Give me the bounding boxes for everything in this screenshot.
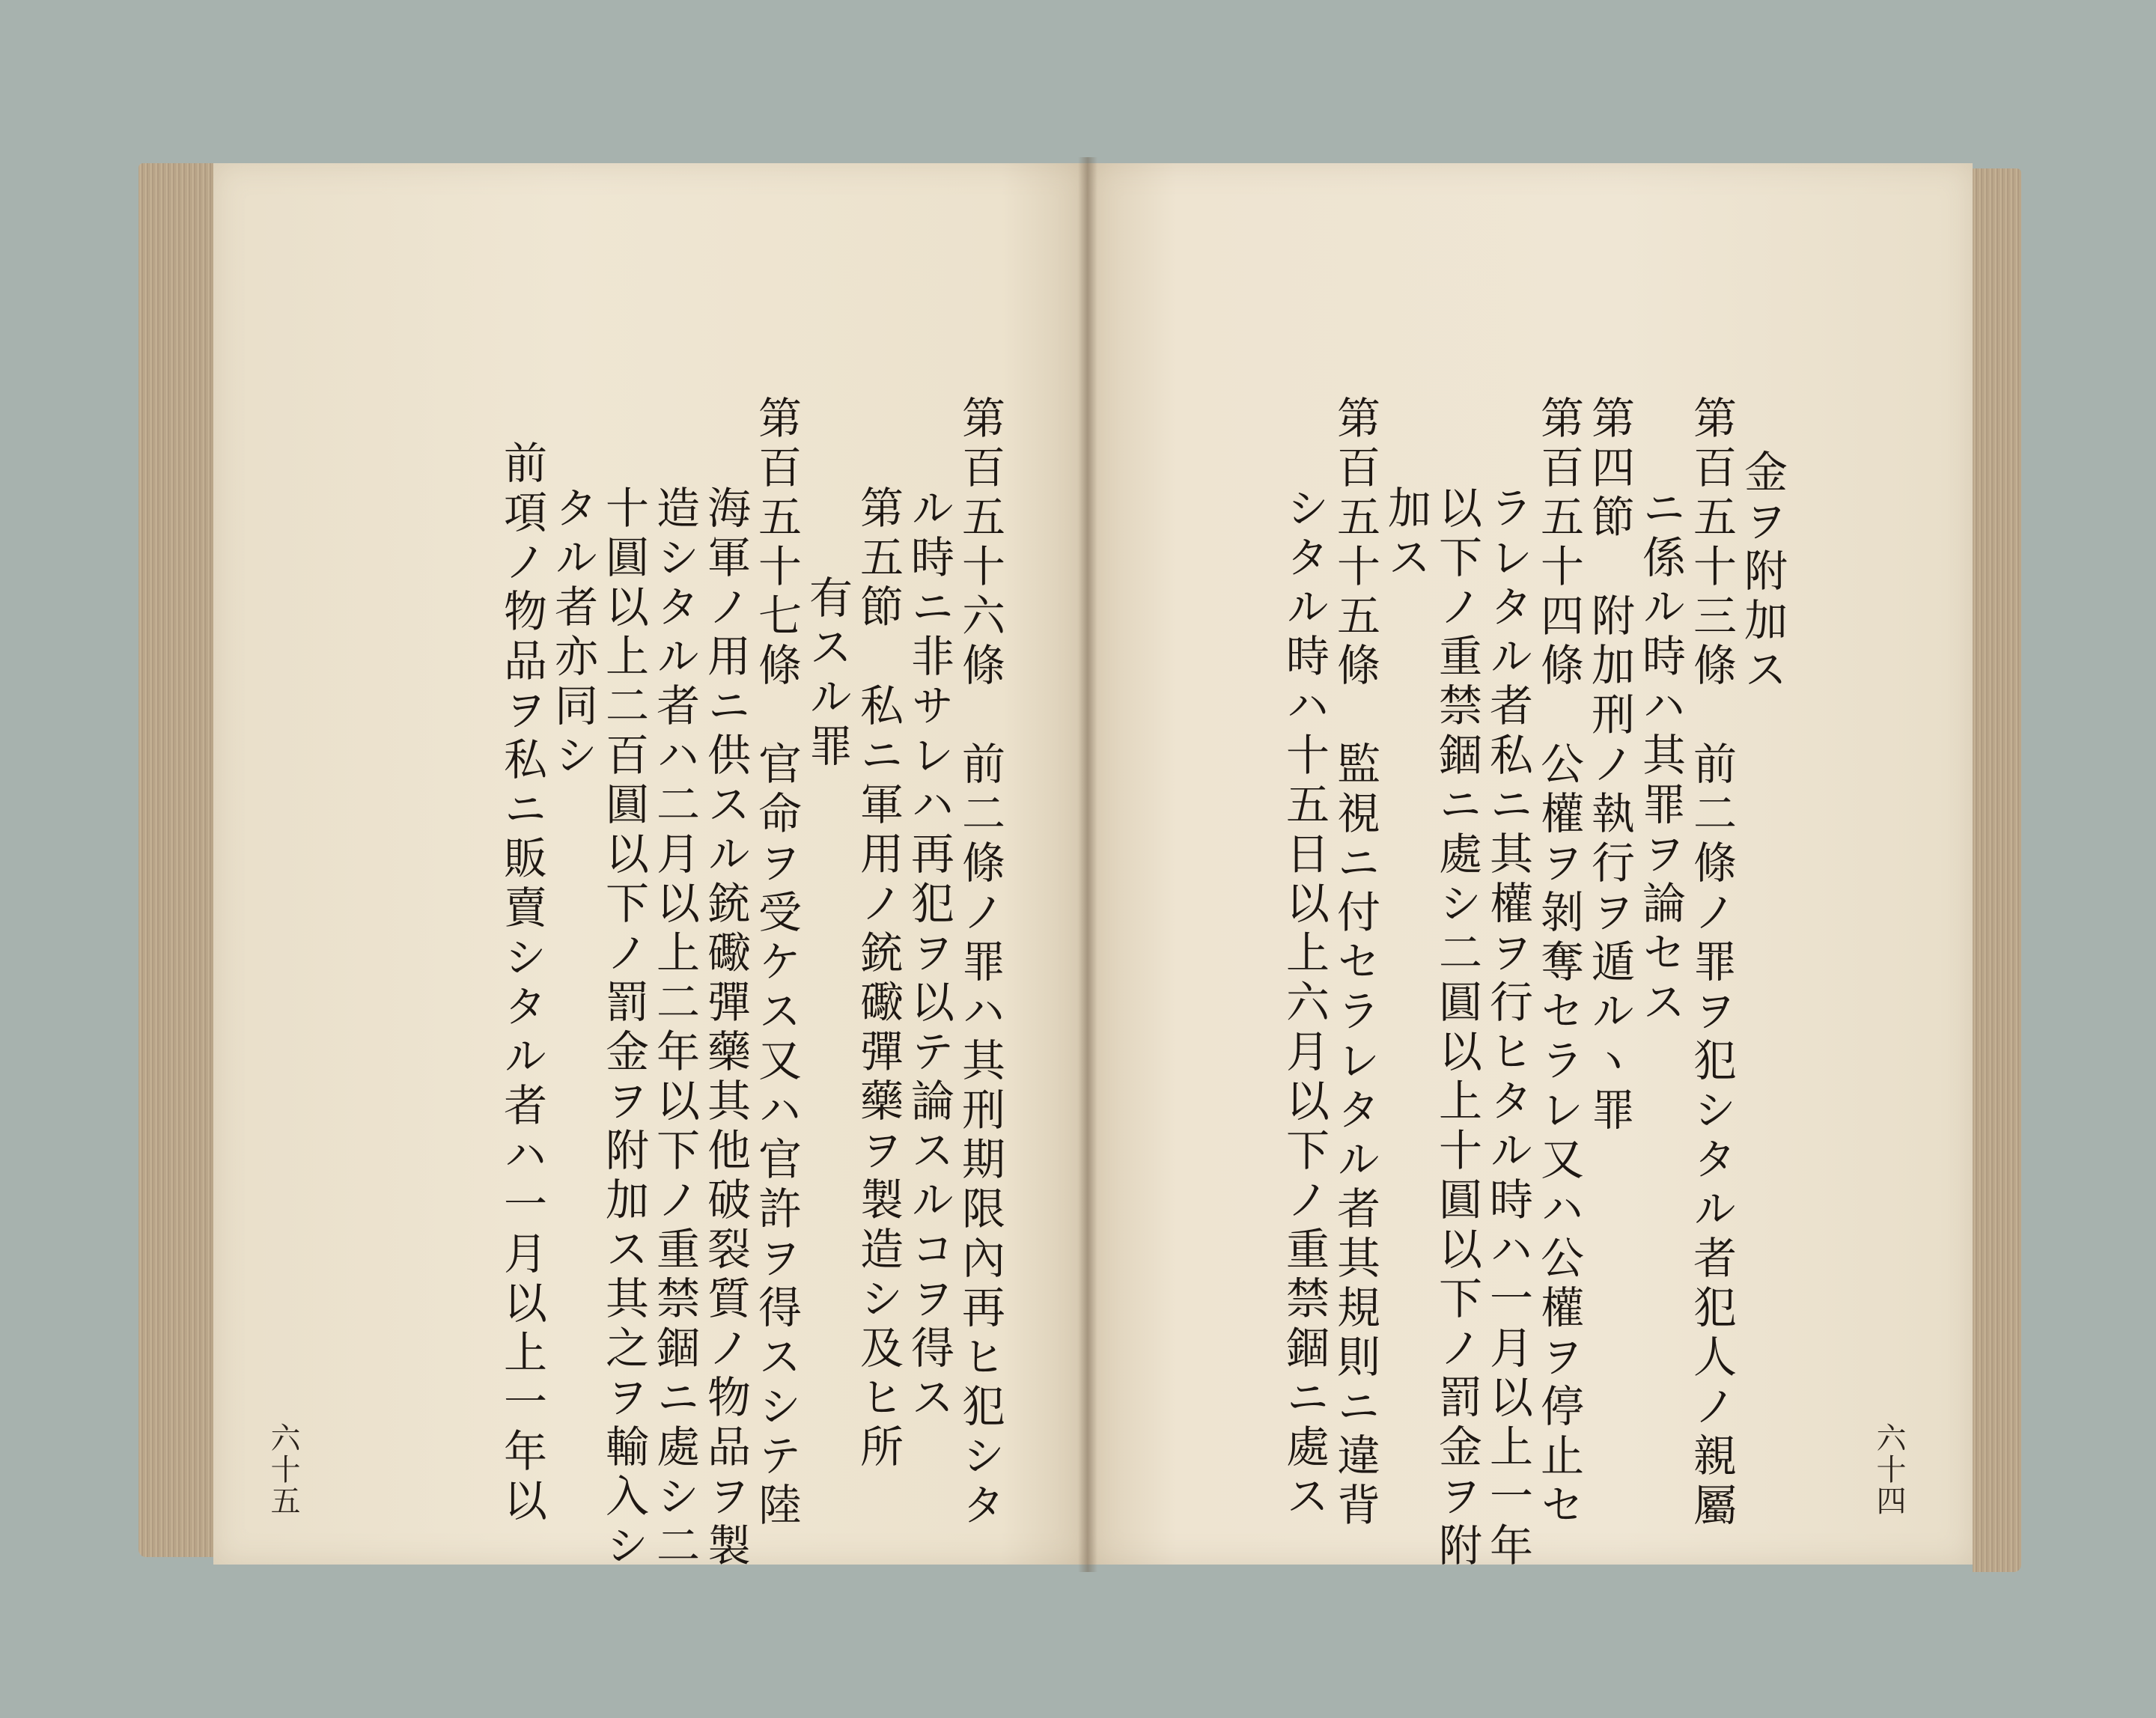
left-page-column-5: 第百五十七條 官命ヲ受ケス又ハ官許ヲ得スシテ陸 xyxy=(751,395,802,1532)
right-page-column-7: 以下ノ重禁錮ニ處シ二圓以上十圓以下ノ罰金ヲ附 xyxy=(1431,485,1482,1572)
right-page-column-1: 金ヲ附加ス xyxy=(1737,449,1788,696)
left-page-column-3: 第五節 私ニ軍用ノ銃礮彈藥ヲ製造シ及ヒ所 xyxy=(853,485,904,1473)
right-page-edges xyxy=(1973,168,2021,1572)
right-page-column-10: シタル時ハ十五日以上六月以下ノ重禁錮ニ處ス xyxy=(1279,485,1330,1523)
left-page-column-4: 有スル罪 xyxy=(802,575,853,773)
right-page-column-3: ニ係ル時ハ其罪ヲ論セス xyxy=(1635,485,1686,1029)
right-page-column-4: 第四節 附加刑ノ執行ヲ遁ルヽ罪 xyxy=(1584,395,1635,1136)
right-page-number: 六十四 xyxy=(1872,1422,1906,1517)
left-page-column-1: 第百五十六條 前二條ノ罪ハ其刑期限內再ヒ犯シタ xyxy=(954,395,1005,1532)
left-page-column-8: 十圓以上二百圓以下ノ罰金ヲ附加ス其之ヲ輸入シ xyxy=(598,485,649,1572)
book-gutter xyxy=(1078,157,1097,1572)
right-page-column-2: 第百五十三條 前二條ノ罪ヲ犯シタル者犯人ノ親屬 xyxy=(1686,395,1737,1532)
left-page-number: 六十五 xyxy=(266,1422,300,1517)
right-page-column-8: 加ス xyxy=(1380,485,1431,584)
left-page-column-9: タル者亦同シ xyxy=(547,485,598,782)
left-page-column-7: 造シタル者ハ二月以上二年以下ノ重禁錮ニ處シ二 xyxy=(649,485,700,1572)
left-page-column-6: 海軍ノ用ニ供スル銃礮彈藥其他破裂質ノ物品ヲ製 xyxy=(700,485,751,1572)
right-page-column-9: 第百五十五條 監視ニ付セラレタル者其規則ニ違背 xyxy=(1330,395,1380,1532)
left-page-column-2: ル時ニ非サレハ再犯ヲ以テ論スルコヲ得ス xyxy=(904,485,954,1424)
right-page-column-5: 第百五十四條 公權ヲ剝奪セラレ又ハ公權ヲ停止セ xyxy=(1533,395,1584,1532)
left-page-edges xyxy=(138,163,213,1557)
left-page-column-10: 前項ノ物品ヲ私ニ販賣シタル者ハ一月以上一年以 xyxy=(496,440,547,1527)
right-page-column-6: ラレタル者私ニ其權ヲ行ヒタル時ハ一月以上一年 xyxy=(1482,485,1533,1572)
open-book xyxy=(138,157,2021,1580)
